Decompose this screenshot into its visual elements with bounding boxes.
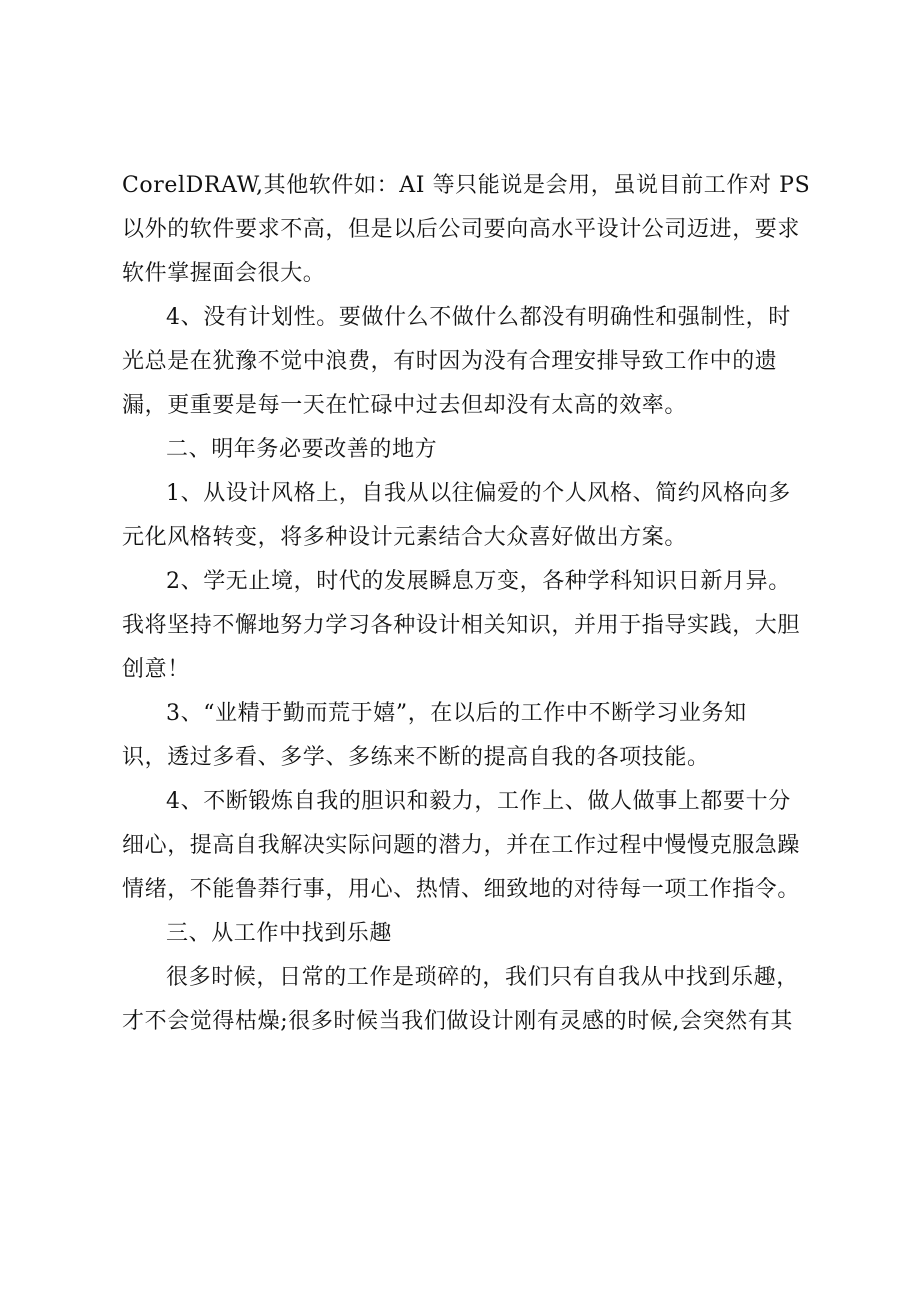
text-line: 2、学无止境，时代的发展瞬息万变，各种学科知识日新月异。	[166, 569, 791, 594]
text-line: 情绪，不能鲁莽行事，用心、热情、细致地的对待每一项工作指令。	[122, 877, 801, 902]
section-heading: 三、从工作中找到乐趣	[166, 921, 393, 946]
text-line: 4、没有计划性。要做什么不做什么都没有明确性和强制性，时	[166, 305, 791, 330]
text-line: 识，透过多看、多学、多练来不断的提高自我的各项技能。	[122, 745, 710, 770]
text-line: 细心，提高自我解决实际问题的潜力，并在工作过程中慢慢克服急躁	[122, 833, 801, 858]
text-line: 元化风格转变，将多种设计元素结合大众喜好做出方案。	[122, 525, 688, 550]
text-line: 才不会觉得枯燥;很多时候当我们做设计刚有灵感的时候,会突然有其	[122, 1009, 794, 1034]
text-line: CorelDRAW,其他软件如：AI 等只能说是会用，虽说目前工作对 PS	[122, 173, 811, 198]
text-line: 漏，更重要是每一天在忙碌中过去但却没有太高的效率。	[122, 393, 688, 418]
text-line: 很多时候，日常的工作是琐碎的，我们只有自我从中找到乐趣，	[166, 965, 799, 990]
text-line: 4、不断锻炼自我的胆识和毅力，工作上、做人做事上都要十分	[166, 789, 791, 814]
text-line: 以外的软件要求不高，但是以后公司要向高水平设计公司迈进，要求	[122, 217, 801, 242]
text-line: 光总是在犹豫不觉中浪费，有时因为没有合理安排导致工作中的遗	[122, 349, 778, 374]
section-heading: 二、明年务必要改善的地方	[166, 437, 438, 462]
text-line: 1、从设计风格上，自我从以往偏爱的个人风格、简约风格向多	[166, 481, 791, 506]
text-line: 软件掌握面会很大。	[122, 261, 326, 286]
text-line: 我将坚持不懈地努力学习各种设计相关知识，并用于指导实践，大胆	[122, 613, 801, 638]
document-body	[122, 164, 822, 1044]
text-line: 3、“业精于勤而荒于嬉”，在以后的工作中不断学习业务知	[166, 701, 747, 726]
text-line: 创意！	[122, 657, 190, 682]
